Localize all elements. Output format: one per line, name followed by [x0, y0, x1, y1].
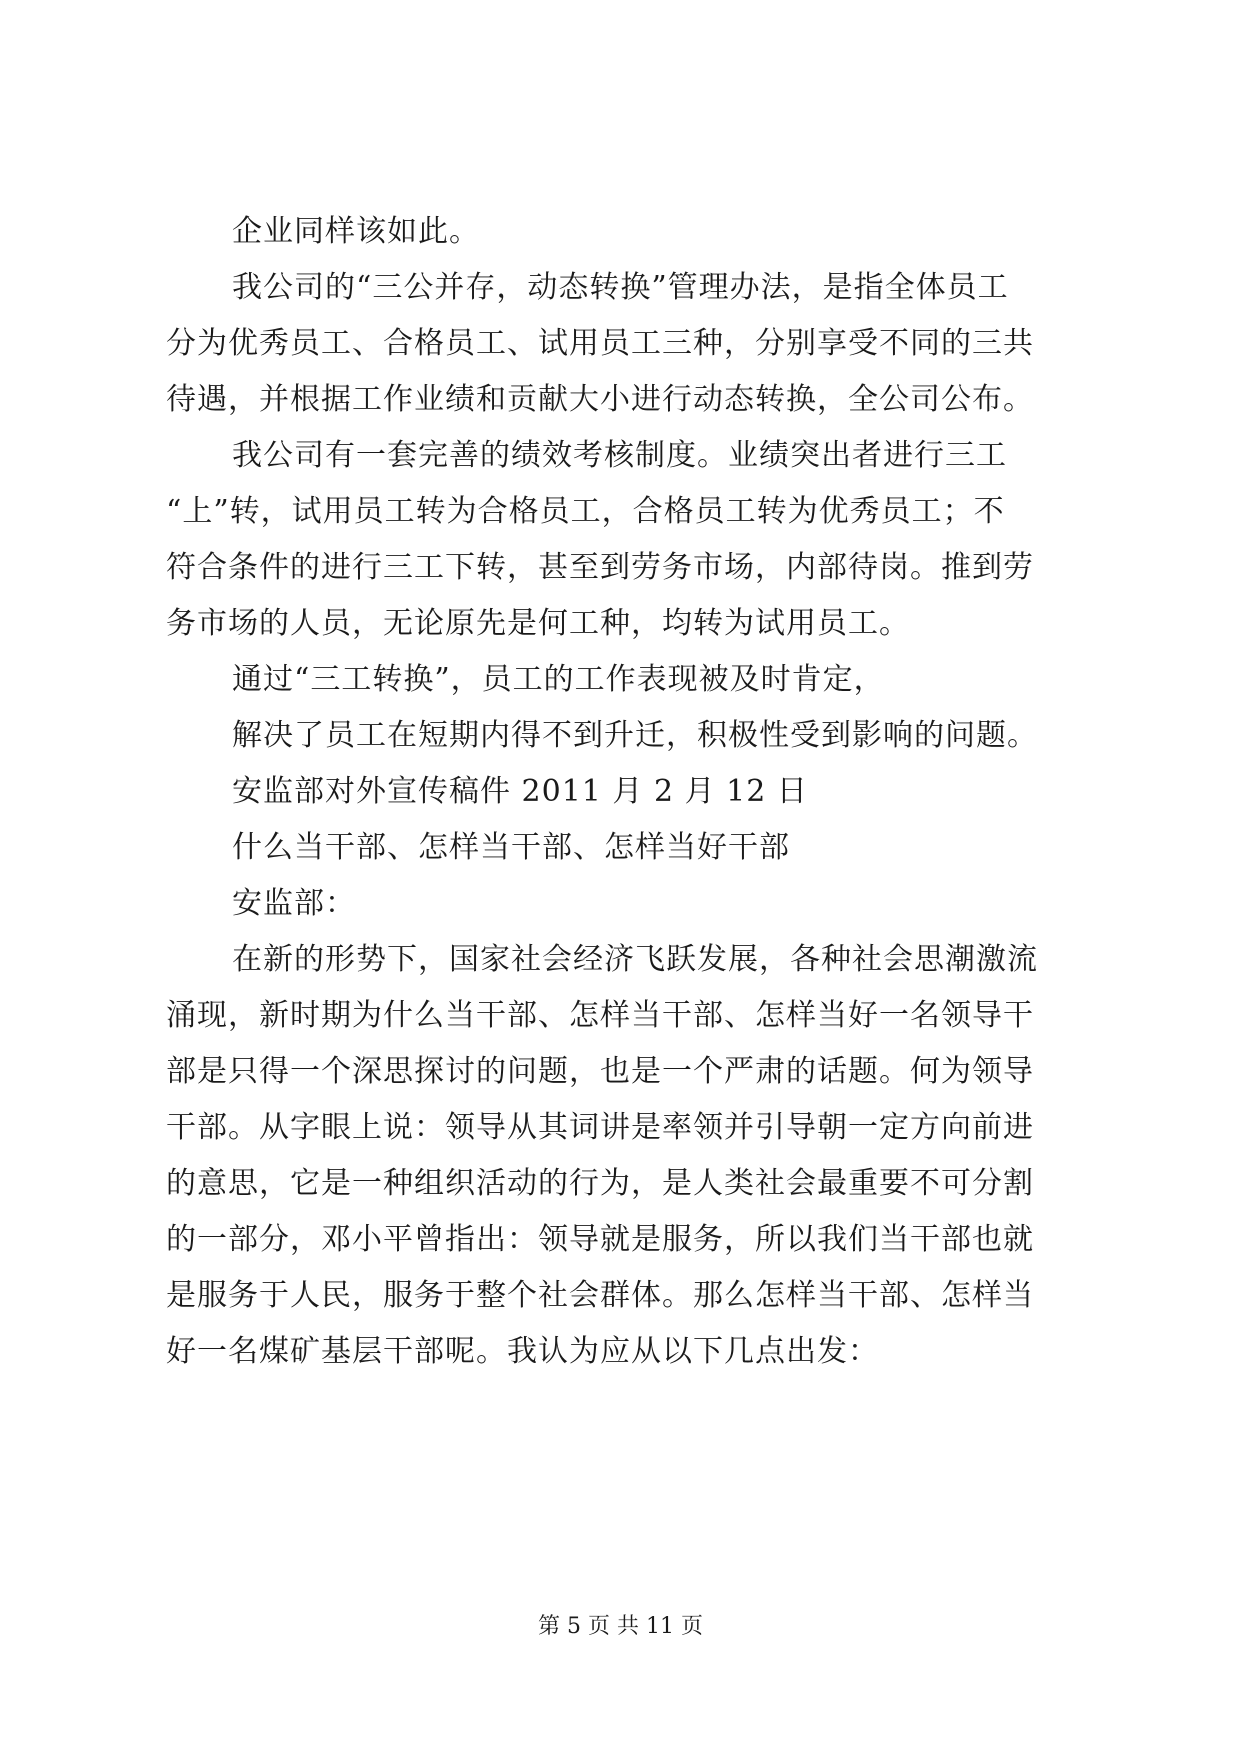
text-line: 在新的形势下，国家社会经济飞跃发展，各种社会思潮激流 — [232, 942, 1038, 977]
text-line: 干部。从字眼上说：领导从其词讲是率领并引导朝一定方向前进 — [166, 1110, 1034, 1145]
text-line: 我公司的“三公并存，动态转换”管理办法，是指全体员工 — [232, 270, 1009, 305]
text-line: 待遇，并根据工作业绩和贡献大小进行动态转换，全公司公布。 — [166, 382, 1034, 417]
text-line: 是服务于人民，服务于整个社会群体。那么怎样当干部、怎样当 — [166, 1278, 1034, 1313]
text-line: 符合条件的进行三工下转，甚至到劳务市场，内部待岗。推到劳 — [166, 550, 1034, 585]
text-line: 的意思，它是一种组织活动的行为，是人类社会最重要不可分割 — [166, 1166, 1034, 1201]
page-number-footer: 第 5 页 共 11 页 — [538, 1614, 703, 1639]
text-line: “上”转，试用员工转为合格员工，合格员工转为优秀员工；不 — [166, 494, 1005, 529]
text-line: 什么当干部、怎样当干部、怎样当好干部 — [232, 830, 790, 865]
text-line: 的一部分，邓小平曾指出：领导就是服务，所以我们当干部也就 — [166, 1222, 1034, 1257]
text-line: 安监部： — [232, 886, 356, 921]
text-line: 我公司有一套完善的绩效考核制度。业绩突出者进行三工 — [232, 438, 1007, 473]
text-line: 通过“三工转换”，员工的工作表现被及时肯定， — [232, 662, 885, 697]
text-line: 解决了员工在短期内得不到升迁，积极性受到影响的问题。 — [232, 718, 1038, 753]
text-line: 分为优秀员工、合格员工、试用员工三种，分别享受不同的三共 — [166, 326, 1034, 361]
text-line: 好一名煤矿基层干部呢。我认为应从以下几点出发： — [166, 1334, 879, 1369]
text-line: 部是只得一个深思探讨的问题，也是一个严肃的话题。何为领导 — [166, 1054, 1034, 1089]
text-line: 企业同样该如此。 — [232, 214, 480, 249]
text-line: 务市场的人员，无论原先是何工种，均转为试用员工。 — [166, 606, 910, 641]
text-line: 安监部对外宣传稿件 2011 月 2 月 12 日 — [232, 774, 808, 809]
text-line: 涌现，新时期为什么当干部、怎样当干部、怎样当好一名领导干 — [166, 998, 1034, 1033]
